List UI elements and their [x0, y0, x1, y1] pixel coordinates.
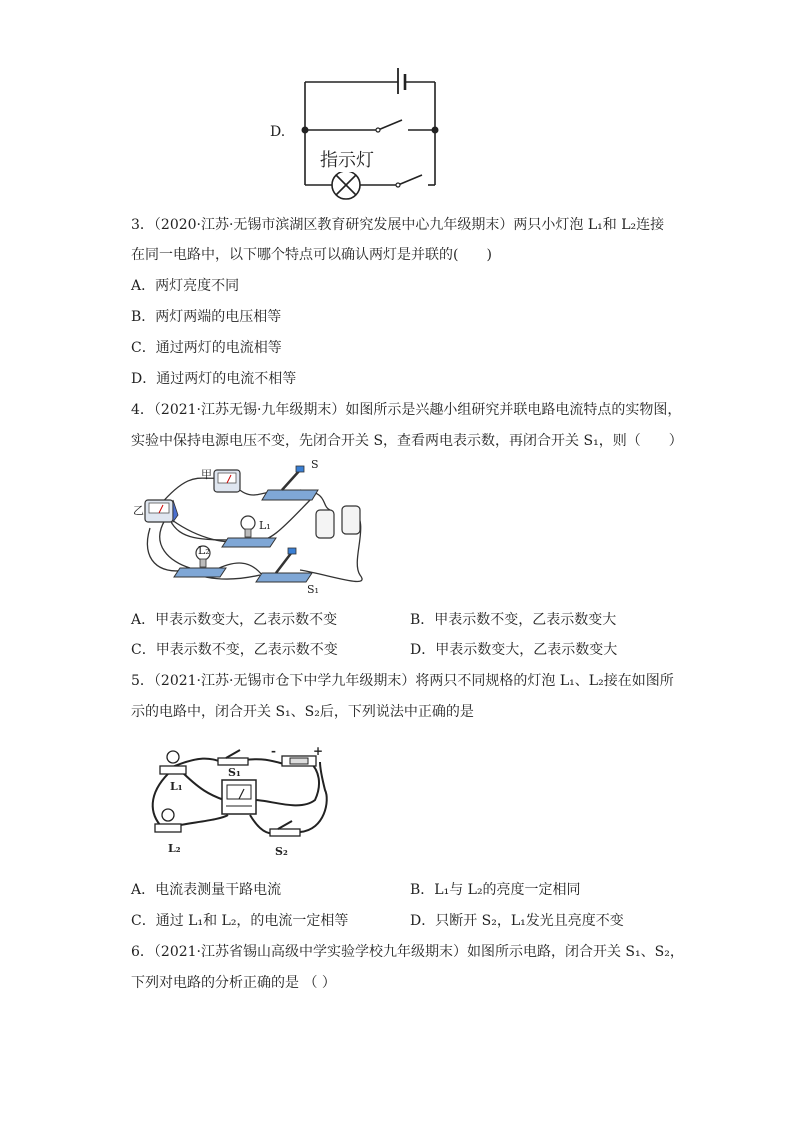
q5-minus-label: - — [271, 744, 276, 758]
q5-lamp1-label: L₁ — [170, 780, 183, 793]
q6-stem-line2: 下列对电路的分析正确的是 （ ） — [131, 975, 336, 991]
q6-stem-line1: 6．（2021·江苏省锡山高级中学实验学校九年级期末）如图所示电路，闭合开关 S₁、S₂， — [131, 944, 684, 960]
q5-option-d: D．只断开 S₂，L₁发光且亮度不变 — [410, 913, 624, 929]
q4-lamp2-label: L₂ — [198, 544, 210, 557]
q4-option-c: C．甲表示数不变，乙表示数不变 — [131, 642, 338, 658]
q3-option-d: D．通过两灯的电流不相等 — [131, 371, 297, 387]
q4-stem-line2: 实验中保持电源电压不变，先闭合开关 S，查看两电表示数，再闭合开关 S₁，则（ ） — [131, 433, 683, 449]
q3-stem-line2: 在同一电路中，以下哪个特点可以确认两灯是并联的( ) — [131, 247, 492, 263]
indicator-lamp-label: 指示灯 — [318, 146, 376, 172]
q4-option-a: A．甲表示数变大，乙表示数不变 — [131, 612, 338, 628]
q5-stem-line2: 示的电路中，闭合开关 S₁、S₂后，下列说法中正确的是 — [131, 704, 474, 720]
q4-option-d: D．甲表示数变大，乙表示数变大 — [410, 642, 618, 658]
q4-stem-line1: 4．（2021·江苏无锡·九年级期末）如图所示是兴趣小组研究并联电路电流特点的实物图， — [131, 402, 682, 418]
q4-switch-s1-label: S₁ — [307, 583, 319, 596]
q5-switch2-label: S₂ — [275, 845, 288, 858]
q4-meter-b-label: 乙 — [133, 504, 144, 517]
q5-option-b: B．L₁与 L₂的亮度一定相同 — [410, 882, 581, 898]
q4-meter-a-label: 甲 — [201, 468, 212, 481]
q5-stem-line1: 5．（2021·江苏·无锡市仓下中学九年级期末）将两只不同规格的灯泡 L₁、L₂接在如图所 — [131, 673, 674, 689]
q4-lamp1-label: L₁ — [259, 519, 271, 532]
q3-option-c: C．通过两灯的电流相等 — [131, 340, 282, 356]
q3-option-a: A．两灯亮度不同 — [131, 278, 240, 294]
q5-lamp2-label: L₂ — [168, 842, 181, 855]
q4-switch-s-label: S — [311, 458, 319, 471]
q3-stem-line1: 3．（2020·江苏·无锡市滨湖区教育研究发展中心九年级期末）两只小灯泡 L₁和 L₂连接 — [131, 217, 665, 233]
q5-option-c: C．通过 L₁和 L₂，的电流一定相等 — [131, 913, 349, 929]
q3-option-b: B．两灯两端的电压相等 — [131, 309, 282, 325]
q5-plus-label: + — [313, 744, 324, 758]
q4-option-b: B．甲表示数不变，乙表示数变大 — [410, 612, 617, 628]
q5-switch1-label: S₁ — [228, 766, 241, 779]
option-d-label: D. — [270, 124, 286, 140]
q5-option-a: A．电流表测量干路电流 — [131, 882, 282, 898]
